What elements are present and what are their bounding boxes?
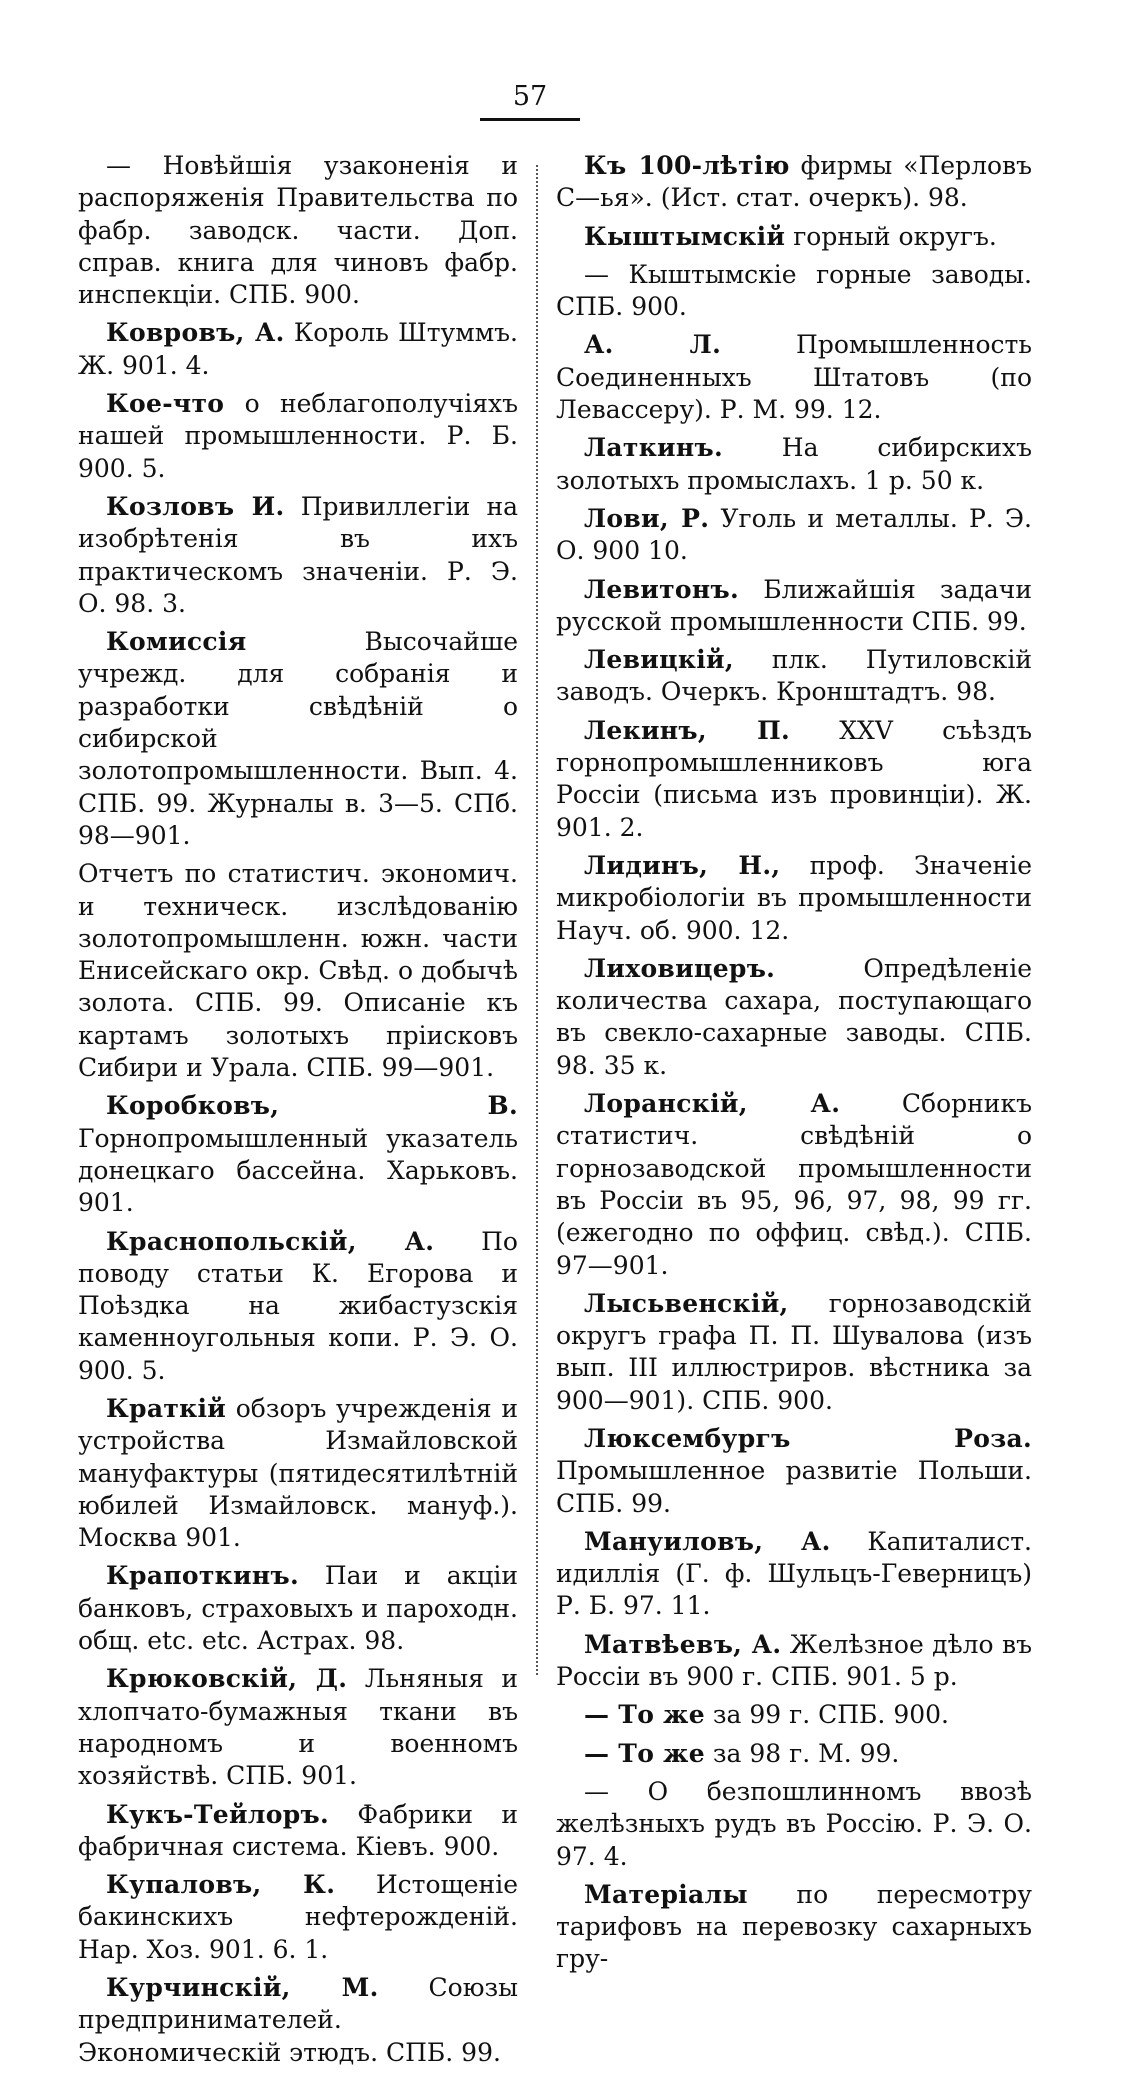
left-column xyxy=(78,150,518,2075)
entry-text: На сибирскихъ золотыхъ промыслахъ. 1 р. 50 к. xyxy=(556,433,1032,495)
entry-heading: Кое-что xyxy=(106,389,225,419)
bibliography-entry xyxy=(556,1629,1032,1694)
entry-text: Ближайшія задачи русской промышленности СПБ. 99. xyxy=(556,574,1032,636)
entry-heading: Купаловъ, К. xyxy=(106,1870,336,1900)
bibliography-entry xyxy=(556,644,1032,709)
entry-heading: Козловъ И. xyxy=(106,491,285,521)
entry-heading: Крюковскій, Д. xyxy=(106,1664,348,1694)
bibliography-entry xyxy=(556,1879,1032,1976)
entry-text: По поводу статьи К. Егорова и Поѣздка на жибастузскія каменноугольныя копи. Р. Э. О. 900. 5. xyxy=(78,1226,518,1385)
entry-heading: Лиховицеръ. xyxy=(584,953,776,983)
bibliography-entry xyxy=(556,432,1032,497)
bibliography-entry xyxy=(556,1288,1032,1417)
entry-heading: Лидинъ, Н., xyxy=(584,850,781,880)
bibliography-entry xyxy=(78,388,518,485)
entry-heading: Крапоткинъ. xyxy=(106,1561,299,1591)
page-number-rule xyxy=(480,118,580,121)
entry-text: Желѣзное дѣло въ Россіи въ 900 г. СПБ. 901. 5 р. xyxy=(556,1629,1032,1692)
bibliography-entry xyxy=(556,259,1032,324)
entry-text: о неблагополучіяхъ нашей промышленности. Р. Б. 900. 5. xyxy=(78,389,518,483)
entry-text: за 99 г. СПБ. 900. xyxy=(704,1700,949,1730)
bibliography-entry xyxy=(556,150,1032,215)
bibliography-entry xyxy=(78,150,518,311)
right-column xyxy=(556,150,1032,1982)
entry-text: Союзы предпринимателей. Экономическій этюдъ. СПБ. 99. xyxy=(78,1973,518,2067)
entry-text: Высочайше учрежд. для собранія и разработки свѣдѣній о сибирской золотопромышленности. Вып. 4. СПБ. 99. Журналы в. 3—5. СПб. 98—901. xyxy=(78,627,518,850)
entry-heading: Курчинскій, М. xyxy=(106,1973,379,2003)
entry-heading: Матеріалы xyxy=(584,1879,748,1909)
bibliography-entry xyxy=(78,858,518,1084)
bibliography-entry xyxy=(556,1738,1032,1770)
entry-heading: А. Л. xyxy=(584,330,722,360)
bibliography-entry xyxy=(556,329,1032,426)
bibliography-entry xyxy=(78,1663,518,1792)
bibliography-entry xyxy=(78,1226,518,1387)
bibliography-entry xyxy=(78,1869,518,1966)
entry-text: Горнопромышленный указатель донецкаго бассейна. Харьковъ. 901. xyxy=(78,1123,518,1218)
bibliography-entry xyxy=(556,715,1032,844)
bibliography-entry xyxy=(556,503,1032,568)
bibliography-entry xyxy=(78,1799,518,1864)
entry-heading: Коробковъ, В. xyxy=(106,1091,518,1121)
entry-heading: Къ 100-лѣтію xyxy=(584,151,790,180)
bibliography-entry xyxy=(78,1393,518,1554)
bibliography-entry xyxy=(556,1699,1032,1731)
entry-text: за 98 г. М. 99. xyxy=(704,1738,900,1768)
entry-text: по пересмотру тарифовъ на перевозку сахарныхъ гру- xyxy=(556,1879,1032,1974)
bibliography-entry xyxy=(78,317,518,382)
page-number: 57 xyxy=(512,81,548,112)
bibliography-entry xyxy=(556,221,1032,253)
entry-heading: Лысьвенскій, xyxy=(584,1288,789,1318)
entry-heading: Левицкій, xyxy=(584,645,734,675)
entry-heading: Лоранскій, А. xyxy=(584,1089,841,1119)
entry-heading: Краснопольскій, А. xyxy=(106,1226,435,1256)
bibliography-entry xyxy=(78,1560,518,1657)
entry-heading: Левитонъ. xyxy=(584,574,739,604)
entry-text: Льняныя и хлопчато-бумажныя ткани въ народномъ и военномъ хозяйствѣ. СПБ. 901. xyxy=(78,1664,519,1791)
bibliography-entry xyxy=(556,1776,1032,1873)
bibliography-entry xyxy=(556,1088,1032,1282)
bibliography-entry xyxy=(556,953,1032,1082)
bibliography-entry xyxy=(78,1090,518,1219)
bibliography-entry xyxy=(78,626,518,852)
entry-text: XXV съѣздъ горнопромышленниковъ юга Россіи (письма изъ провинціи). Ж. 901. 2. xyxy=(556,715,1032,842)
entry-text: — О безпошлинномъ ввозѣ желѣзныхъ рудъ въ Россію. Р. Э. О. 97. 4. xyxy=(556,1776,1032,1871)
entry-text: Привиллегіи на изобрѣтенія въ ихъ практическомъ значеніи. Р. Э. О. 98. 3. xyxy=(78,491,519,618)
entry-text: Истощеніе бакинскихъ нефтерожденій. Нар. Хоз. 901. 6. 1. xyxy=(78,1870,519,1964)
entry-text: Король Штуммъ. Ж. 901. 4. xyxy=(78,318,518,380)
entry-heading: Латкинъ. xyxy=(584,433,723,463)
entry-heading: Мануиловъ, А. xyxy=(584,1526,831,1556)
entry-text: горный округъ. xyxy=(785,221,997,251)
entry-text: Промышленность Соединенныхъ Штатовъ (по Левассеру). Р. М. 99. 12. xyxy=(556,330,1032,425)
entry-text: Промышленное развитіе Польши. СПБ. 99. xyxy=(556,1456,1032,1518)
entry-text: Капиталист. идиллія (Г. ф. Шульцъ-Геверницъ) Р. Б. 97. 11. xyxy=(556,1526,1032,1621)
entry-text: Отчетъ по статистич. экономич. и техническ. изслѣдованію золотопромышленн. южн. части Енисейскаго окр. Свѣд. о добычѣ золота. СПБ. 99. Описаніе къ картамъ золотыхъ пріисковъ Сибири и Урала. СПБ. 99—901. xyxy=(78,859,518,1083)
entry-text: Сборникъ статистич. свѣдѣній о горнозаводской промышленности въ Россіи въ 95, 96, 97, 98, 99 гг. (ежегодно по оффиц. свѣд.). СПБ. 97—901. xyxy=(556,1089,1032,1280)
entry-text: Опредѣленіе количества сахара, поступающаго въ свекло-сахарные заводы. СПБ. 98. 35 к. xyxy=(556,953,1032,1080)
bibliography-entry xyxy=(556,1423,1032,1520)
entry-text: горнозаводскій округъ графа П. П. Шувалова (изъ вып. III иллюстриров. вѣстника за 900—901). СПБ. 900. xyxy=(556,1288,1032,1415)
entry-text: фирмы «Перловъ С—ья». (Ист. стат. очеркъ). 98. xyxy=(556,151,1032,213)
entry-heading: Кукъ-Тейлоръ. xyxy=(106,1799,329,1829)
bibliography-entry xyxy=(556,1526,1032,1623)
entry-heading: — То же xyxy=(584,1700,705,1730)
entry-heading: — То же xyxy=(584,1738,705,1768)
entry-text: — Новѣйшія узаконенія и распоряженія Правительства по фабр. заводск. части. Доп. справ. книга для чиновъ фабр. инспекціи. СПБ. 900. xyxy=(78,151,518,310)
entry-heading: Краткій xyxy=(106,1393,227,1423)
entry-heading: Матвѣевъ, А. xyxy=(584,1629,782,1659)
entry-text: обзоръ учрежденія и устройства Измайловской мануфактуры (пятидесятилѣтній юбилей Измайловск. мануф.). Москва 901. xyxy=(78,1393,518,1553)
column-divider xyxy=(536,165,538,1675)
bibliography-entry xyxy=(78,1972,518,2069)
entry-heading: Люксембургъ Роза. xyxy=(584,1423,1032,1453)
entry-text: Фабрики и фабричная система. Кіевъ. 900. xyxy=(78,1799,518,1861)
entry-text: Уголь и металлы. Р. Э. О. 900 10. xyxy=(556,503,1032,566)
bibliography-entry xyxy=(556,574,1032,639)
entry-text: — Кыштымскіе горные заводы. СПБ. 900. xyxy=(556,259,1032,322)
bibliography-entry xyxy=(556,850,1032,947)
bibliography-entry xyxy=(78,491,518,620)
entry-text: плк. Путиловскій заводъ. Очеркъ. Кронштадтъ. 98. xyxy=(556,645,1032,707)
entry-heading: Лови, Р. xyxy=(584,503,710,533)
entry-text: проф. Значеніе микробіологіи въ промышленности Науч. об. 900. 12. xyxy=(556,850,1032,945)
entry-heading: Кыштымскій xyxy=(584,221,786,251)
entry-heading: Комиссія xyxy=(106,627,247,657)
entry-text: Паи и акціи банковъ, страховыхъ и пароходн. общ. etc. etc. Астрах. 98. xyxy=(78,1561,518,1656)
entry-heading: Лекинъ, П. xyxy=(584,715,791,745)
entry-heading: Ковровъ, А. xyxy=(106,318,285,348)
